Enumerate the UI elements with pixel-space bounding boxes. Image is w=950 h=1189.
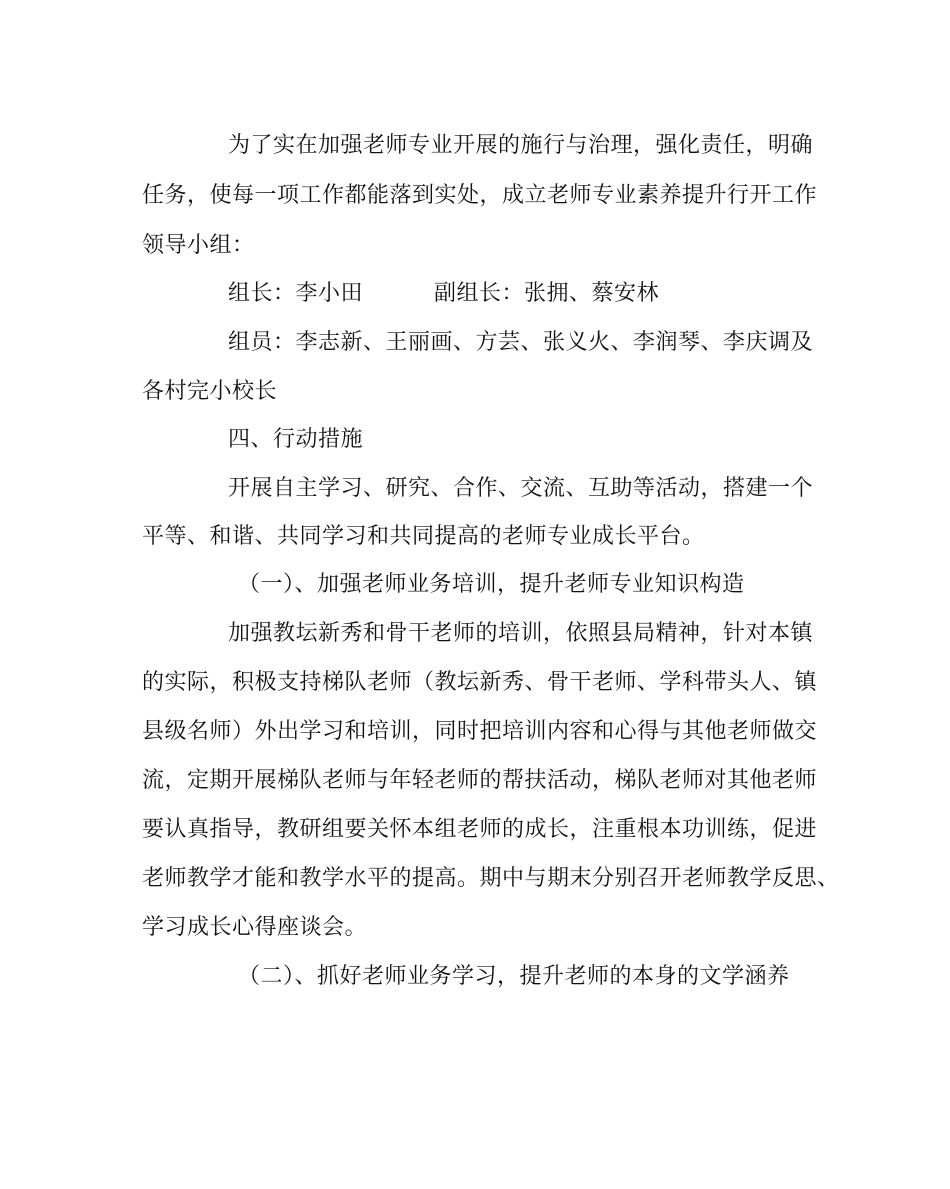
vice-leader-text: 副组长：张拥、蔡安林 xyxy=(434,281,660,306)
paragraph-line: 老师教学才能和教学水平的提高。期中与期末分别召开老师教学反思、 xyxy=(142,866,840,891)
leader-line xyxy=(228,279,363,309)
paragraph-line: 平等、和谐、共同学习和共同提高的老师专业成长平台。 xyxy=(142,524,705,549)
paragraph-line: 要认真指导，教研组要关怀本组老师的成长，注重根本功训练，促进 xyxy=(142,817,818,842)
paragraph-line: 为了实在加强老师专业开展的施行与治理，强化责任，明确 xyxy=(228,133,814,158)
paragraph-line: 领导小组： xyxy=(142,233,255,258)
paragraph-line: 加强教坛新秀和骨干老师的培训，依照县局精神，针对本镇 xyxy=(228,621,814,646)
paragraph-line: 的实际，积极支持梯队老师（教坛新秀、骨干老师、学科带头人、镇 xyxy=(142,670,818,695)
group-leader-text: 组长：李小田 xyxy=(228,281,364,306)
paragraph-line: 县级名师）外出学习和培训，同时把培训内容和心得与其他老师做交 xyxy=(142,719,818,744)
subsection-heading: （二）、抓好老师业务学习，提升老师的本身的文学涵养 xyxy=(238,964,790,989)
section-heading: 四、行动措施 xyxy=(228,427,364,452)
paragraph-line: 流，定期开展梯队老师与年轻老师的帮扶活动，梯队老师对其他老师 xyxy=(142,768,818,793)
paragraph-line: 任务，使每一项工作都能落到实处，成立老师专业素养提升行开工作 xyxy=(142,183,818,208)
members-line: 各村完小校长 xyxy=(142,379,278,404)
members-line: 组员：李志新、王丽画、方芸、张义火、李润琴、李庆调及 xyxy=(228,330,814,355)
subsection-heading: （一）、加强老师业务培训，提升老师专业知识构造 xyxy=(238,572,745,597)
paragraph-line: 开展自主学习、研究、合作、交流、互助等活动，搭建一个 xyxy=(228,476,814,501)
paragraph-line: 学习成长心得座谈会。 xyxy=(142,915,368,940)
